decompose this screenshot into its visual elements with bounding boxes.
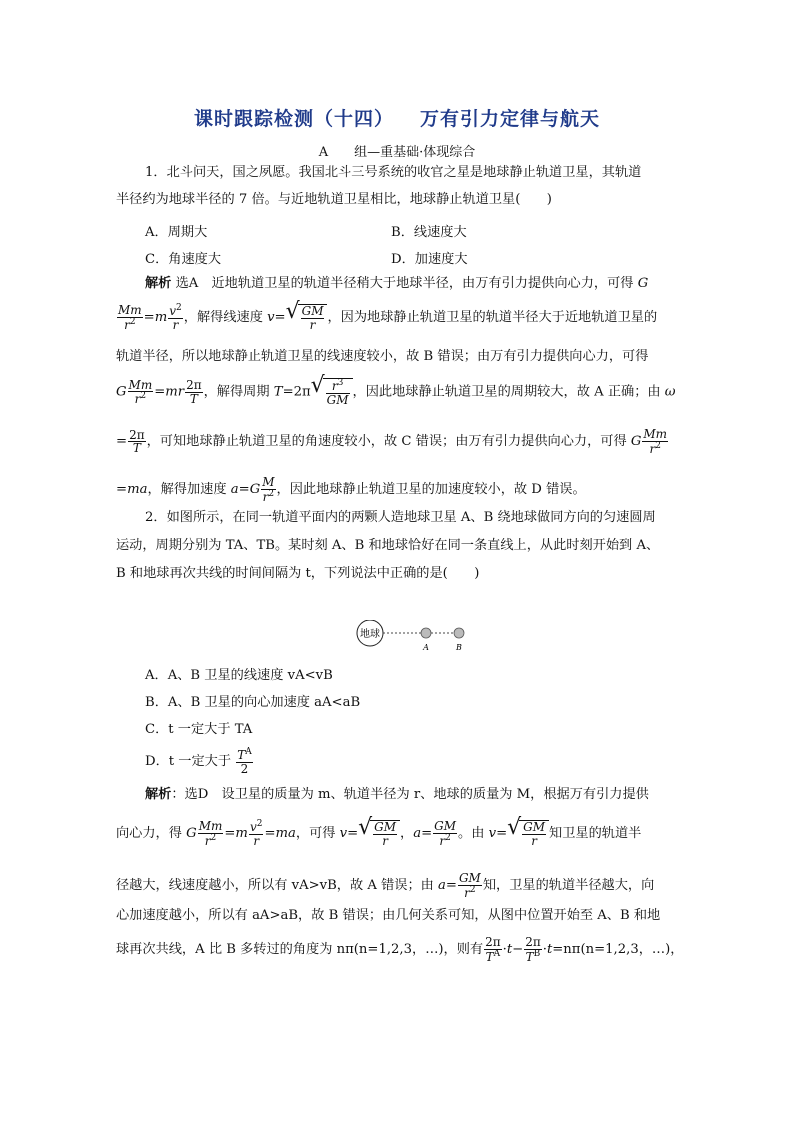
q1-option-c: C．角速度大 (145, 252, 222, 267)
a1-line-1 (145, 277, 678, 290)
a2-line-1 (145, 788, 678, 801)
a1-line-2: $\frac{Mm}{r^2}$ =m $\frac{v^2}{r}$ ，解得线速度 v= √ $\frac{GM}{r}$ ，因为地球静止轨道卫星的轨道半径大于近地轨道卫星的 (116, 304, 678, 331)
a2-text-2d: 知卫星的轨道半 (549, 826, 642, 842)
a1-line-3: 轨道半径，所以地球静止轨道卫星的线速度较小，故 B 错误；由万有引力提供向心力，可得 (116, 349, 649, 364)
label-b: B (456, 643, 462, 652)
satellite-diagram (355, 620, 475, 654)
a1-text-2b: ，因为地球静止轨道卫星的轨道半径大于近地轨道卫星的 (327, 310, 658, 326)
a1-text-4b: ，因此地球静止轨道卫星的周期较大，故 A 正确；由 (352, 384, 661, 400)
a2-text-3a: 径越大，线速度越小，所以有 vA>vB，故 A 错误；由 (116, 878, 434, 894)
a2-line-2: 向心力，得 G $\frac{Mm}{r^2}$ =m $\frac{v^2}{r}$ =ma，可得 v= √ $\frac{GM}{r}$ ，a= $\frac{GM}{r^2}$ 。由 v= √ $\frac{GM}{r}$ 知卫星的轨道半 (116, 820, 678, 847)
q2-option-b: B．A、B 卫星的向心加速度 aA<aB (145, 695, 361, 710)
a1-text-1: 选A 近地轨道卫星的轨道半径稍大于地球半径，由万有引力提供向心力，可得 (175, 276, 634, 291)
a2-text-1: ：选D 设卫星的质量为 m、轨道半径为 r、地球的质量为 M，根据万有引力提供 (171, 787, 649, 802)
label-a: A (423, 643, 429, 652)
page-title (0, 104, 794, 131)
a1-label: 解析 (145, 276, 172, 291)
title-topic: 万有引力定律与航天 (420, 108, 601, 130)
q2-option-d-text: D．t 一定大于 (145, 754, 232, 770)
satellite-b (454, 628, 464, 638)
q2-line-2: 运动，周期分别为 TA、TB。某时刻 A、B 和地球恰好在同一条直线上，从此时刻开始到 A、 (116, 538, 660, 553)
q2-option-d: D．t 一定大于 $\frac{T^A}{2}$ (145, 747, 252, 776)
q2-option-c: C．t 一定大于 TA (145, 722, 253, 737)
section-heading (0, 141, 794, 160)
a1-text-4a: ，解得周期 (203, 384, 270, 400)
a2-text-5a: 球再次共线，A 比 B 多转过的角度为 nπ(n=1,2,3，…)，则有 (116, 942, 484, 958)
a2-text-2c: 。由 (458, 826, 485, 842)
section-label: A (318, 145, 329, 160)
a2-line-5: 球再次共线，A 比 B 多转过的角度为 nπ(n=1,2,3，…)，则有 $\frac{2\pi}{T^A}$ ·t− $\frac{2\pi}{T^B}$ ·t=nπ(n=1,2,3，…)， (116, 935, 684, 964)
a1-line-5: = $\frac{2\pi}{T}$ ，可知地球静止轨道卫星的角速度较小，故 C 错误；由万有引力提供向心力，可得 G $\frac{Mm}{r^2}$ (116, 427, 668, 456)
a1-text-2a: ，解得线速度 (183, 310, 263, 326)
satellite-a (421, 628, 431, 638)
q2-option-a: A．A、B 卫星的线速度 vA<vB (145, 668, 333, 683)
a2-text-3b: 知，卫星的轨道半径越大，向 (482, 878, 655, 894)
a2-line-3: 径越大，线速度越小，所以有 vA>vB，故 A 错误；由 a= $\frac{GM}{r^2}$ 知，卫星的轨道半径越大，向 (116, 871, 655, 900)
a1-text-6a: ，解得加速度 (147, 482, 227, 498)
a2-text-2a: 向心力，得 (116, 826, 182, 842)
q2-line-1: 2．如图所示，在同一轨道平面内的两颗人造地球卫星 A、B 绕地球做同方向的匀速圆周 (145, 510, 656, 525)
title-main: 课时跟踪检测（十四） (193, 108, 394, 130)
a2-line-4: 心加速度越小，所以有 aA>aB，故 B 错误；由几何关系可知，从图中位置开始至 A、B 和地 (116, 908, 661, 923)
earth-label: 地球 (360, 629, 380, 640)
q2-line-3: B 和地球再次共线的时间间隔为 t，下列说法中正确的是( ) (116, 566, 480, 581)
a1-line-6: =ma，解得加速度 a=G $\frac{M}{r^2}$ ，因此地球静止轨道卫星的加速度较小，故 D 错误。 (116, 475, 586, 504)
q1-line-2: 半径约为地球半径的 7 倍。与近地轨道卫星相比，地球静止轨道卫星( ) (116, 192, 552, 207)
q1-option-d: D．加速度大 (391, 252, 468, 267)
a2-text-2b: ，可得 (295, 826, 336, 842)
a1-text-5a: ，可知地球静止轨道卫星的角速度较小，故 C 错误；由万有引力提供向心力，可得 (146, 434, 627, 450)
a2-text-5b: =nπ(n=1,2,3，…)， (552, 942, 684, 958)
a1-text-6b: ，因此地球静止轨道卫星的加速度较小，故 D 错误。 (276, 482, 586, 498)
a1-line-4: G $\frac{Mm}{r^2}$ =mr $\frac{2\pi}{T}$ ，解得周期 T=2π √ $\frac{r^3}{GM}$ ，因此地球静止轨道卫星的周期较大，故 A 正确；由 ω (116, 378, 678, 406)
q1-line-1: 1．北斗问天，国之夙愿。我国北斗三号系统的收官之星是地球静止轨道卫星，其轨道 (145, 165, 642, 180)
a1-g: G (637, 276, 649, 291)
section-text: 组—重基础·体现综合 (354, 145, 476, 160)
a2-label: 解析 (145, 787, 172, 802)
q1-option-a: A．周期大 (145, 225, 208, 240)
q1-option-b: B．线速度大 (391, 225, 467, 240)
